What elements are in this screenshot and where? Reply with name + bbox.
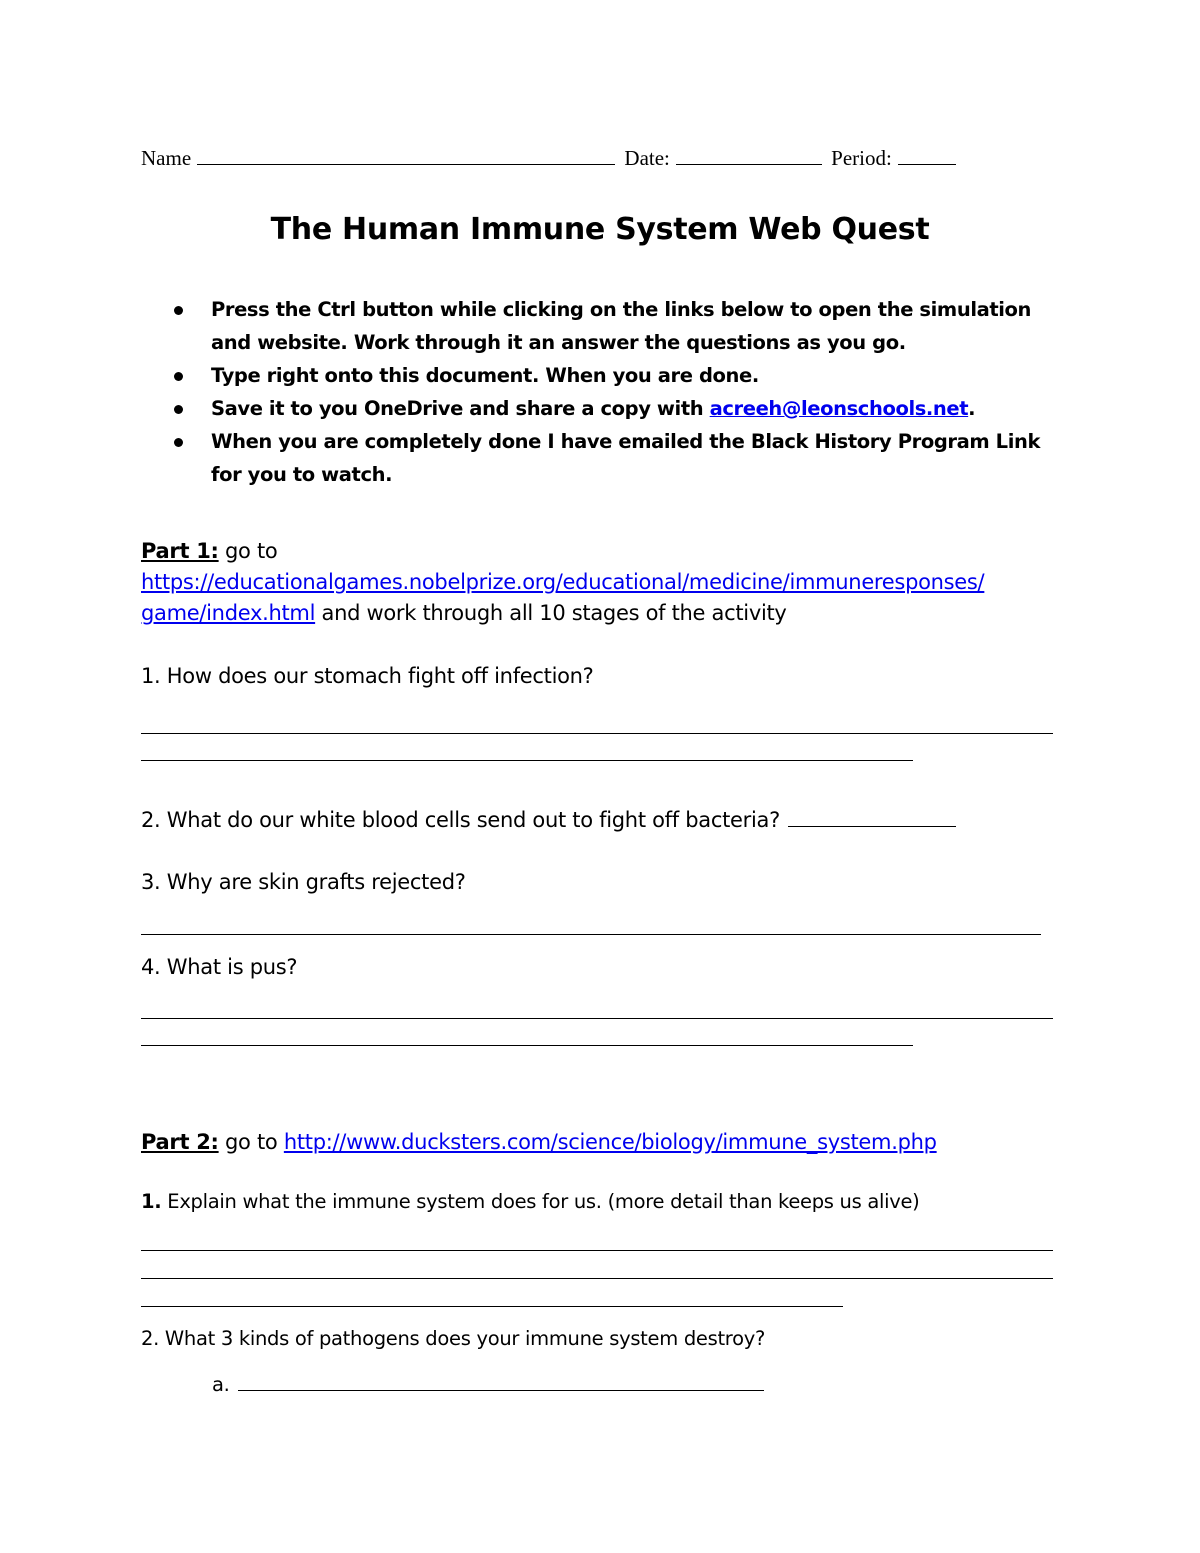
instruction-item: Type right onto this document. When you are done. xyxy=(211,359,1061,392)
teacher-email-link[interactable]: acreeh@leonschools.net xyxy=(709,397,969,420)
bullet-icon xyxy=(174,438,183,447)
answer-line[interactable] xyxy=(141,733,1053,734)
answer-line[interactable] xyxy=(141,760,913,761)
period-field[interactable] xyxy=(898,144,956,165)
nobel-game-link[interactable]: https://educationalgames.nobelprize.org/educational/medicine/immuneresponses/ xyxy=(141,570,985,594)
part1-question-3: 3. Why are skin grafts rejected? xyxy=(141,870,466,894)
part2-question-2: 2. What 3 kinds of pathogens does your immune system destroy? xyxy=(141,1327,766,1350)
nobel-game-link-cont[interactable]: game/index.html xyxy=(141,601,316,625)
date-label: Date: xyxy=(624,146,670,170)
answer-line[interactable] xyxy=(141,1306,843,1307)
answer-blank[interactable] xyxy=(788,806,956,827)
answer-a-row xyxy=(212,1369,1132,1400)
answer-a-label: a. xyxy=(212,1373,230,1396)
answer-line[interactable] xyxy=(141,1278,1053,1279)
answer-blank[interactable] xyxy=(238,1370,764,1391)
part2-intro: go to xyxy=(225,1130,278,1154)
bullet-icon xyxy=(174,405,183,414)
part1-question-4: 4. What is pus? xyxy=(141,955,298,979)
answer-line[interactable] xyxy=(141,934,1041,935)
answer-line[interactable] xyxy=(141,1250,1053,1251)
part1-intro: go to xyxy=(225,539,278,563)
answer-line[interactable] xyxy=(141,1018,1053,1019)
bullet-icon xyxy=(174,306,183,315)
student-info-line xyxy=(141,144,1021,171)
part1-label: Part 1: xyxy=(141,539,219,563)
ducksters-link[interactable]: http://www.ducksters.com/science/biology/immune_system.php xyxy=(283,1130,937,1154)
part1-question-2: 2. What do our white blood cells send out to fight off bacteria? xyxy=(141,805,1061,836)
part1-question-1: 1. How does our stomach fight off infection? xyxy=(141,664,594,688)
instructions-list xyxy=(211,293,1061,491)
name-label: Name xyxy=(141,146,192,170)
instruction-item: Save it to you OneDrive and share a copy with acreeh@leonschools.net. xyxy=(211,392,1061,425)
part1-trailing: and work through all 10 stages of the activity xyxy=(321,601,787,625)
bullet-icon xyxy=(174,372,183,381)
part1-heading xyxy=(141,536,1061,629)
worksheet-title: The Human Immune System Web Quest xyxy=(270,212,930,247)
part2-question-1: 1. Explain what the immune system does for us. (more detail than keeps us alive) xyxy=(141,1190,920,1213)
period-label: Period: xyxy=(831,146,892,170)
part2-label: Part 2: xyxy=(141,1130,219,1154)
part2-heading xyxy=(141,1127,1061,1158)
name-field[interactable] xyxy=(197,144,615,165)
answer-line[interactable] xyxy=(141,1045,913,1046)
instruction-item: When you are completely done I have emailed the Black History Program Link for you to watch. xyxy=(211,425,1061,491)
date-field[interactable] xyxy=(676,144,822,165)
instruction-item: Press the Ctrl button while clicking on the links below to open the simulation and website. Work through it an answer the questions as you go. xyxy=(211,293,1061,359)
